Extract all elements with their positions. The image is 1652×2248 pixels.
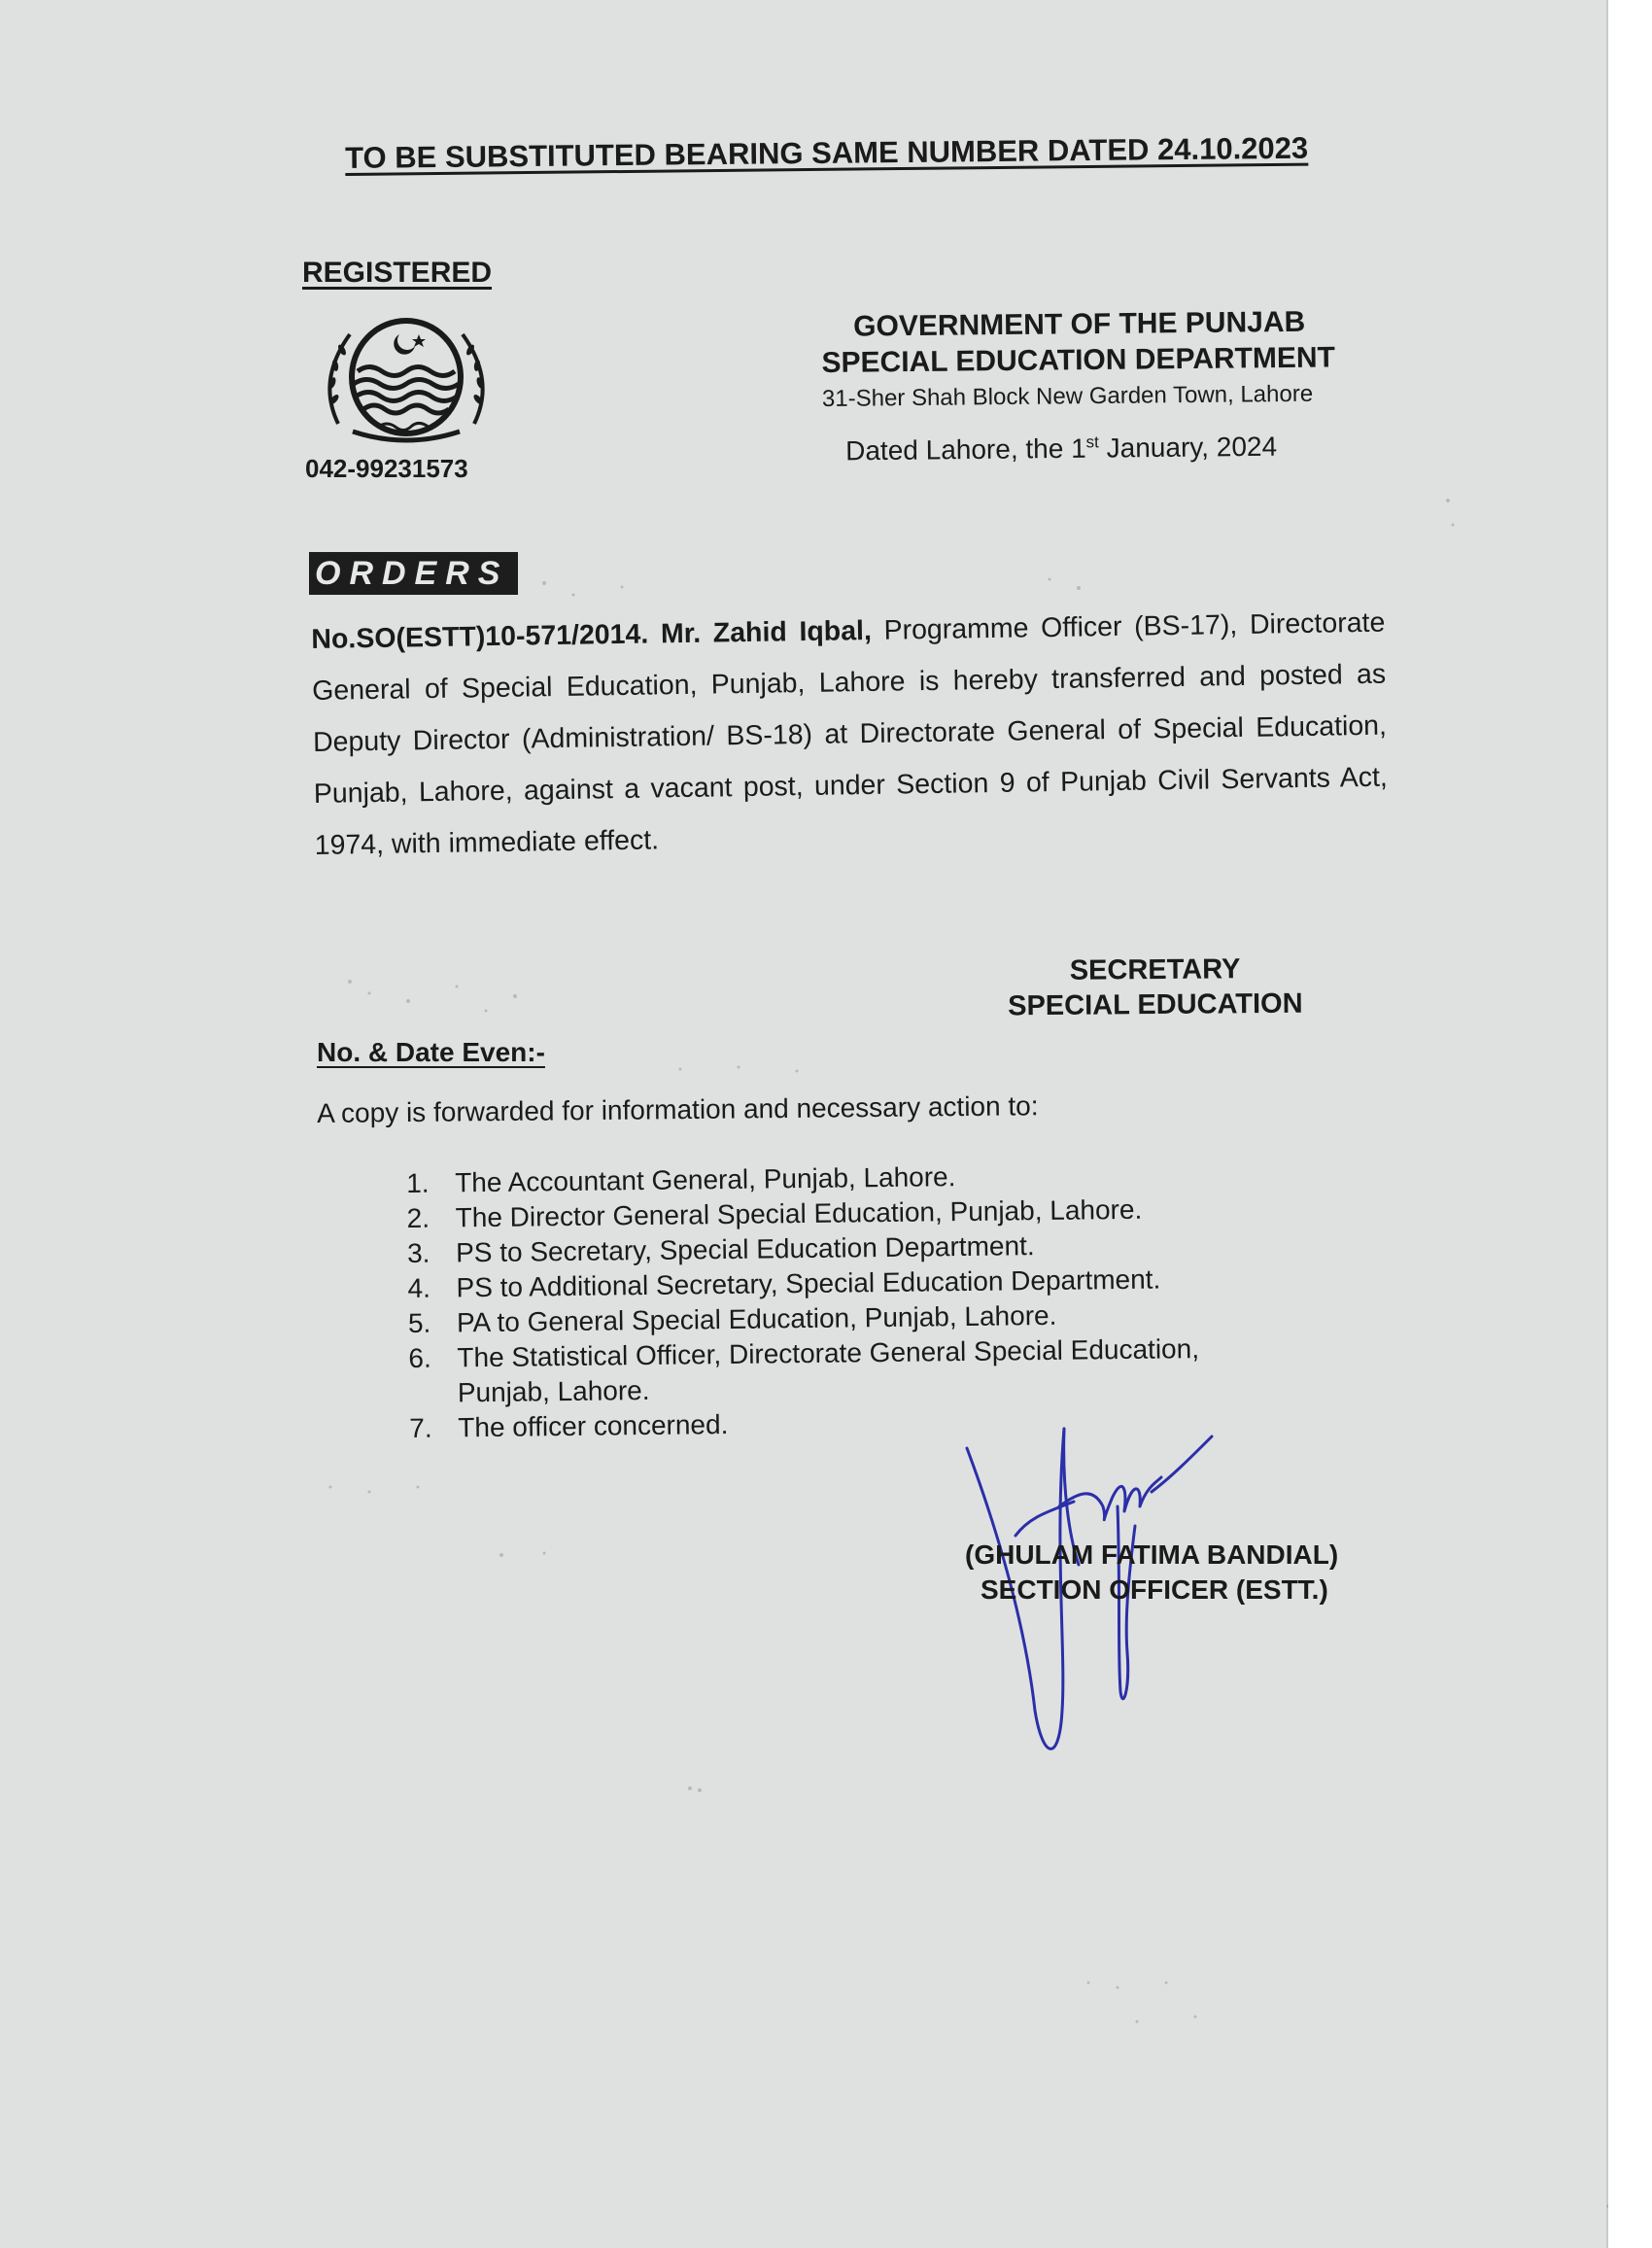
order-paragraph bbox=[311, 598, 1389, 872]
department-title: SPECIAL EDUCATION DEPARTMENT bbox=[821, 341, 1336, 379]
officer-name: Mr. Zahid Iqbal, bbox=[660, 614, 873, 650]
phone-number: 042-99231573 bbox=[305, 454, 468, 483]
list-item-text: The Accountant General, Punjab, Lahore. bbox=[455, 1161, 956, 1198]
list-item-text: The Director General Special Education, Punjab, Lahore. bbox=[455, 1193, 1143, 1233]
list-item-number: 3. bbox=[406, 1237, 430, 1268]
list-item-text: The officer concerned. bbox=[458, 1408, 729, 1443]
list-item-number: 5. bbox=[407, 1307, 431, 1338]
registered-label: REGISTERED bbox=[302, 257, 493, 289]
department-address: 31-Sher Shah Block New Garden Town, Lahore bbox=[821, 380, 1314, 412]
list-item-text: PS to Secretary, Special Education Department. bbox=[455, 1230, 1035, 1268]
order-body: Programme Officer (BS-17), Directorate General of Special Education, Punjab, Lahore is hereby transferred and posted as Deputy Director (Administration/ BS-18) at Directorate General of Special Education, Punjab, Lahore, against a vacant post, under Section 9 of Punjab Civil Servants Act, 1974, with immediate effect. bbox=[311, 606, 1389, 861]
list-item-number bbox=[409, 1375, 458, 1411]
list-item-text: PA to General Special Education, Punjab, Lahore. bbox=[456, 1299, 1057, 1338]
list-item-number: 2. bbox=[406, 1202, 430, 1233]
list-item-text: PS to Additional Secretary, Special Education Department. bbox=[456, 1263, 1161, 1303]
order-number: No.SO(ESTT)10-571/2014. bbox=[311, 618, 649, 655]
list-item-number: 7. bbox=[409, 1412, 432, 1443]
list-item-text: Punjab, Lahore. bbox=[457, 1374, 650, 1408]
substitution-note: TO BE SUBSTITUTED BEARING SAME NUMBER DATED 24.10.2023 bbox=[345, 130, 1309, 175]
list-item-text: The Statistical Officer, Directorate General Special Education, bbox=[457, 1333, 1200, 1373]
department-header bbox=[821, 305, 1335, 413]
signatory-name: (GHULAM FATIMA BANDIAL) bbox=[965, 1539, 1339, 1570]
no-date-even-label: No. & Date Even:- bbox=[317, 1037, 545, 1067]
issue-date: Dated Lahore, the 1st January, 2024 bbox=[845, 431, 1278, 467]
copy-forwarded-line: A copy is forwarded for information and necessary action to: bbox=[317, 1090, 1039, 1128]
government-title: GOVERNMENT OF THE PUNJAB bbox=[852, 305, 1306, 343]
orders-heading: ORDERS bbox=[309, 552, 518, 595]
signatory-title: SECTION OFFICER (ESTT.) bbox=[981, 1574, 1328, 1605]
signatory-block bbox=[965, 1538, 1338, 1608]
list-item-number: 4. bbox=[407, 1272, 431, 1303]
punjab-government-seal-icon bbox=[309, 307, 503, 453]
list-item-number: 1. bbox=[406, 1167, 430, 1198]
secretary-designation: SECRETARY SPECIAL EDUCATION bbox=[1008, 953, 1303, 1022]
list-item-number: 6. bbox=[408, 1342, 431, 1373]
